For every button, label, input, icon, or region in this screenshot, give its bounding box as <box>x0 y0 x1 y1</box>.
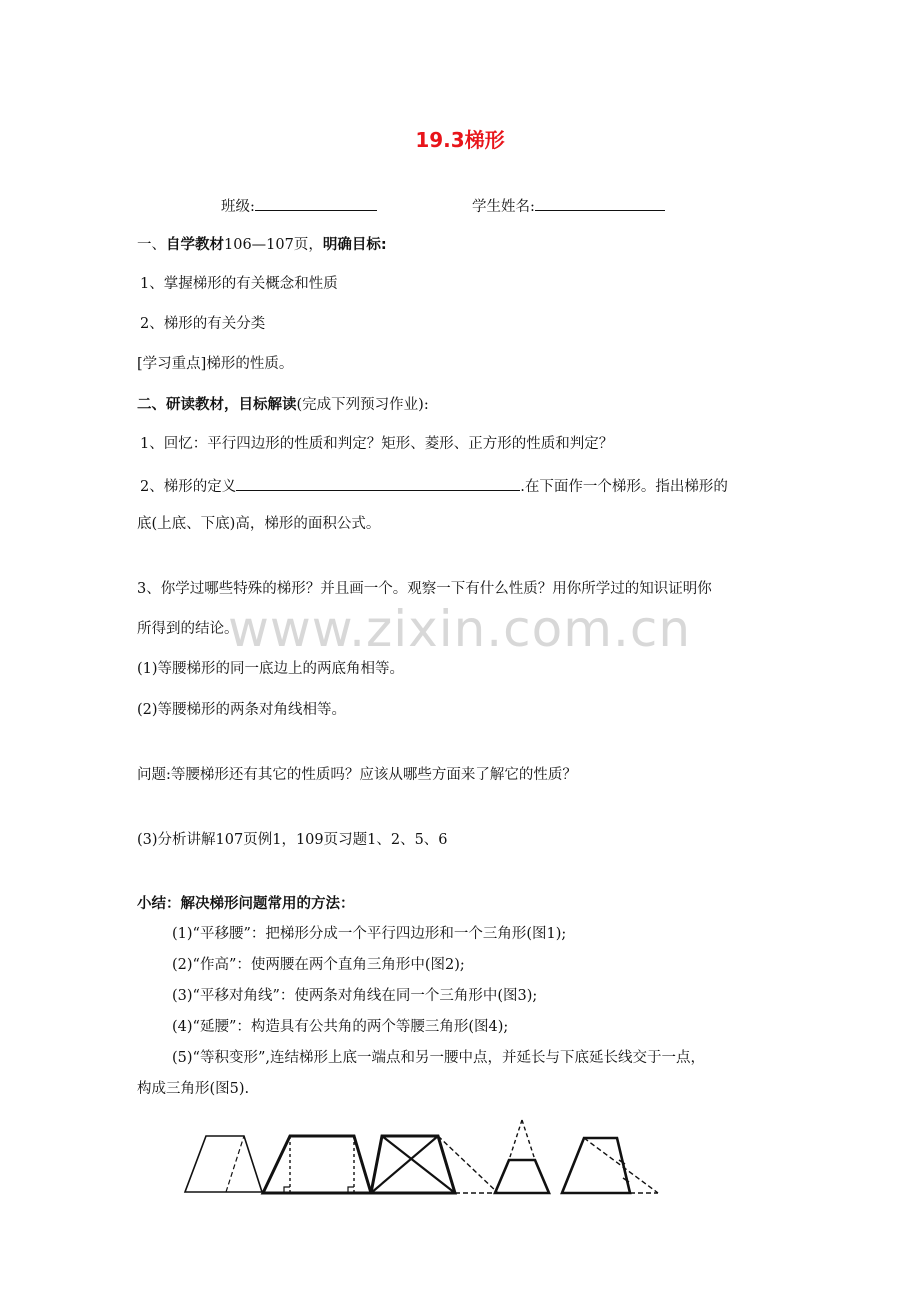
property-1: (1)等腰梯形的同一底边上的两底角相等。 <box>137 661 405 677</box>
method-2: (2)“作高”：使两腰在两个直角三角形中(图2); <box>172 957 465 973</box>
goal-item-2: 2、梯形的有关分类 <box>140 316 266 332</box>
method-4: (4)“延腰”：构造具有公共角的两个等腰三角形(图4); <box>172 1019 509 1035</box>
class-label: 班级: <box>221 199 255 215</box>
method-3: (3)“平移对角线”：使两条对角线在同一个三角形中(图3); <box>172 988 538 1004</box>
section2-heading-bold: 二、研读教材，目标解读 <box>137 397 297 413</box>
property-3: (3)分析讲解107页例1，109页习题1、2、5、6 <box>137 832 448 848</box>
section1-pages: 106—107页， <box>224 237 323 253</box>
watermark: www.zixin.com.cn <box>228 600 692 658</box>
trapezoid-figures <box>180 1112 666 1200</box>
method-5-line2: 构成三角形(图5). <box>137 1081 250 1097</box>
section1-heading <box>137 235 387 255</box>
method-1: (1)“平移腰”：把梯形分成一个平行四边形和一个三角形(图1); <box>172 926 567 942</box>
class-field <box>221 196 377 217</box>
question-text: 问题:等腰梯形还有其它的性质吗？应该从哪些方面来了解它的性质？ <box>137 767 577 783</box>
goal-item-1: 1、掌握梯形的有关概念和性质 <box>140 276 338 292</box>
summary-heading: 小结：解决梯形问题常用的方法： <box>137 896 355 912</box>
question-3-line1: 3、你学过哪些特殊的梯形？并且画一个。观察一下有什么性质？用你所学过的知识证明你 <box>137 581 712 597</box>
figure-5 <box>562 1138 658 1193</box>
figure-3 <box>371 1136 498 1193</box>
section1-bold-b: 明确目标: <box>322 237 387 253</box>
figure-1 <box>185 1136 262 1192</box>
section1-prefix: 一、 <box>137 237 166 253</box>
question-2-line2: 底(上底、下底)高，梯形的面积公式。 <box>137 516 381 532</box>
figure-4 <box>495 1120 549 1193</box>
name-field <box>472 196 665 217</box>
method-5-line1: (5)“等积变形”,连结梯形上底一端点和另一腰中点，并延长与下底延长线交于一点， <box>172 1050 705 1066</box>
section1-bold-a: 自学教材 <box>166 237 224 253</box>
figure-2 <box>263 1136 371 1193</box>
question-2-prefix: 2、梯形的定义 <box>140 479 237 495</box>
definition-blank[interactable] <box>236 476 520 491</box>
section2-heading <box>137 395 429 415</box>
property-2: (2)等腰梯形的两条对角线相等。 <box>137 702 347 718</box>
question-1: 1、回忆：平行四边形的性质和判定？矩形、菱形、正方形的性质和判定？ <box>140 436 614 452</box>
name-blank[interactable] <box>535 196 665 211</box>
class-blank[interactable] <box>255 196 377 211</box>
study-focus: [学习重点]梯形的性质。 <box>137 356 294 372</box>
page-title: 19.3梯形 <box>415 128 505 152</box>
section2-heading-rest: (完成下列预习作业): <box>296 397 429 413</box>
name-label: 学生姓名: <box>472 199 535 215</box>
question-2 <box>140 476 728 497</box>
question-2-suffix: .在下面作一个梯形。指出梯形的 <box>520 479 728 495</box>
question-3-line2: 所得到的结论。 <box>137 621 239 637</box>
